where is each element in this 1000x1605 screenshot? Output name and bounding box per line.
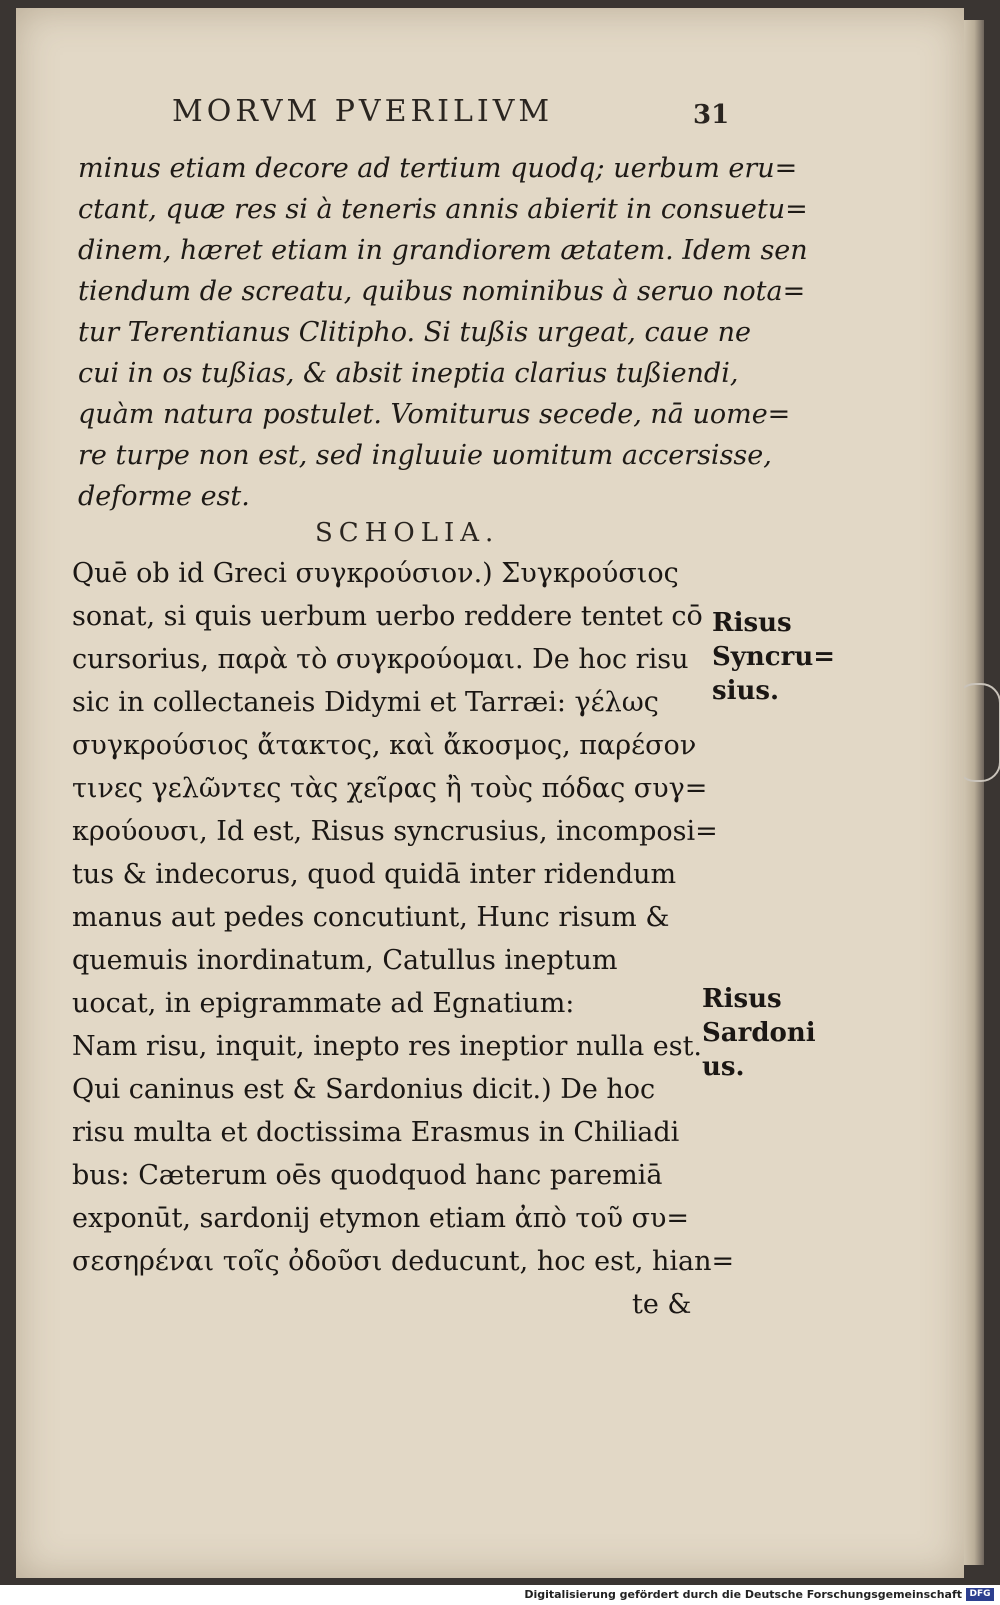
- text-line: sonat, si quis uerbum uerbo reddere tentet cō: [72, 601, 703, 632]
- margin-note-line: Risus: [712, 608, 792, 638]
- section-title: SCHOLIA.: [315, 518, 500, 548]
- text-line: quàm natura postulet. Vomiturus secede, nā uome=: [78, 399, 791, 430]
- margin-note-line: Syncru=: [712, 642, 836, 672]
- running-head: MORVM PVERILIVM: [172, 94, 554, 129]
- text-line: cui in os tußias, & absit ineptia clarius tußiendi,: [78, 358, 739, 389]
- text-line: quemuis inordinatum, Catullus ineptum: [72, 945, 618, 976]
- text-line: tiendum de screatu, quibus nominibus à seruo nota=: [78, 276, 806, 307]
- margin-note-line: Risus: [702, 984, 782, 1014]
- margin-note-line: Sardoni: [702, 1018, 816, 1048]
- text-line: minus etiam decore ad tertium quodq; uerbum eru=: [78, 153, 798, 184]
- text-line: Nam risu, inquit, inepto res ineptior nulla est.: [72, 1031, 703, 1062]
- text-line: re turpe non est, sed ingluuie uomitum accersisse,: [78, 440, 772, 471]
- text-line: exponūt, sardonij etymon etiam ἀπὸ τοῦ συ=: [72, 1203, 690, 1234]
- margin-note-risus-syncrusius: [712, 606, 835, 708]
- text-line: συγκρούσιος ἄτακτος, καὶ ἄκοσμος, παρέσον: [72, 730, 697, 761]
- text-line: risu multa et doctissima Erasmus in Chiliadi: [72, 1117, 680, 1148]
- text-line: cursorius, παρὰ τὸ συγκρούομαι. De hoc risu: [72, 644, 689, 675]
- text-line: Quē ob id Greci συγκρούσιον.) Συγκρούσιος: [72, 558, 679, 589]
- text-line: ctant, quæ res si à teneris annis abierit in consuetu=: [78, 194, 808, 225]
- text-line: τινες γελῶντες τὰς χεῖρας ἢ τοὺς πόδας συγ=: [72, 773, 708, 804]
- margin-note-risus-sardonius: [702, 982, 816, 1084]
- text-line: Qui caninus est & Sardonius dicit.) De hoc: [72, 1074, 656, 1105]
- text-line: κρούουσι, Id est, Risus syncrusius, incomposi=: [72, 816, 718, 847]
- margin-note-line: us.: [702, 1052, 745, 1082]
- text-line: tus & indecorus, quod quidā inter ridendum: [72, 859, 677, 890]
- catchword: te &: [632, 1289, 692, 1320]
- text-line: uocat, in epigrammate ad Egnatium:: [72, 988, 575, 1019]
- text-line: tur Terentianus Clitipho. Si tußis urgeat, caue ne: [78, 317, 751, 348]
- margin-note-line: sius.: [712, 676, 780, 706]
- text-line: deforme est.: [78, 481, 250, 512]
- footer-bar: [0, 1585, 1000, 1605]
- folio-number: 31: [693, 100, 730, 130]
- funding-credit: Digitalisierung gefördert durch die Deutsche Forschungsgemeinschaft: [524, 1588, 962, 1601]
- scholia-text: [72, 552, 735, 1326]
- text-line: manus aut pedes concutiunt, Hunc risum &: [72, 902, 670, 933]
- main-text: [78, 148, 808, 517]
- text-line: σεσηρέναι τοῖς ὀδοῦσι deducunt, hoc est, hian=: [72, 1246, 735, 1277]
- text-line: bus: Cæterum oēs quodquod hanc paremiā: [72, 1160, 663, 1191]
- text-line: sic in collectaneis Didymi et Tarræi: γέλως: [72, 687, 659, 718]
- dfg-logo: DFG: [966, 1588, 994, 1601]
- text-line: dinem, hæret etiam in grandiorem ætatem. Idem sen: [78, 235, 808, 266]
